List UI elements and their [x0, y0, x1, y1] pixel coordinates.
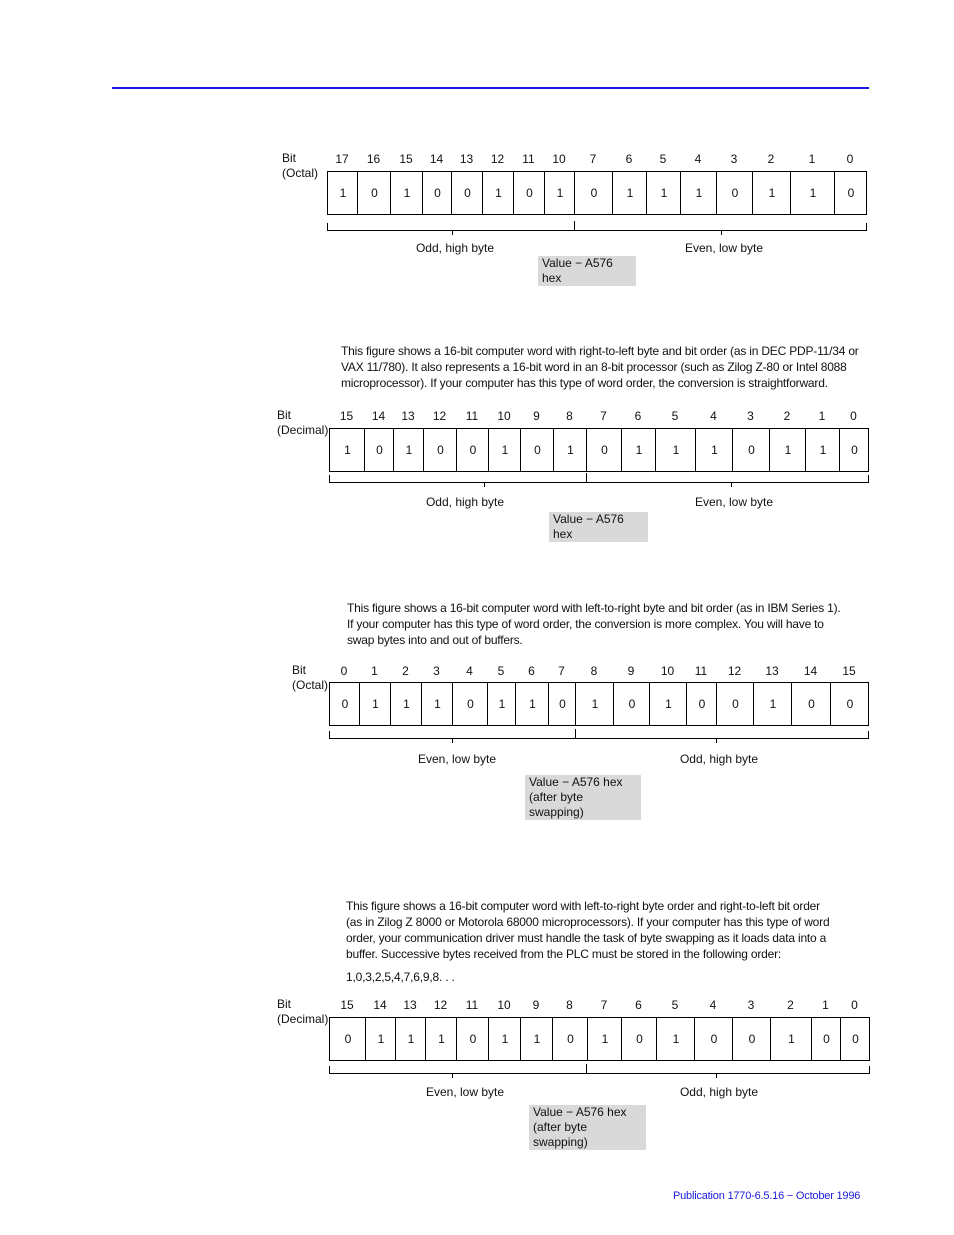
bit-number: 2 — [783, 409, 791, 423]
byte-label-right: Odd, high byte — [679, 1085, 759, 1099]
bit-cell: 1 — [575, 683, 614, 725]
bit-number: 10 — [497, 409, 511, 423]
bit-number: 3 — [747, 409, 754, 423]
bit-number: 1 — [822, 998, 829, 1012]
bit-cell: 0 — [791, 683, 831, 725]
bit-number: 10 — [497, 998, 511, 1012]
byte-bracket-tick — [452, 1073, 453, 1078]
bit-cell: 1 — [805, 429, 840, 471]
byte-bracket-divider — [586, 1064, 587, 1074]
bit-cell: 0 — [341, 697, 349, 711]
paragraph-ibm-series: This figure shows a 16-bit computer word with left-to-right byte and bit order (as in IBM Series 1). If your computer has this type of word order, the conversion is more complex. You will have to swap bytes into and out of buffers. — [347, 601, 841, 647]
bit-cell: 0 — [552, 1018, 588, 1060]
bit-cell: 0 — [830, 683, 869, 725]
bit-cell: 1 — [790, 172, 835, 214]
bit-number: 5 — [659, 152, 667, 166]
bit-number: 7 — [558, 664, 565, 678]
bit-cell: 1 — [695, 429, 733, 471]
bit-number: 0 — [846, 152, 854, 166]
bit-cell: 0 — [811, 1018, 841, 1060]
bit-cell: 1 — [553, 429, 587, 471]
bit-number: 1 — [371, 664, 378, 678]
byte-bracket — [327, 223, 867, 231]
bit-cell: 1 — [680, 172, 717, 214]
bit-number: 9 — [532, 998, 540, 1012]
bit-cell: 1 — [390, 683, 422, 725]
publication-footer: Publication 1770-6.5.16 − October 1996 — [673, 1190, 861, 1202]
bit-cell: 1 — [395, 1018, 426, 1060]
byte-label-right: Even, low byte — [684, 241, 764, 255]
byte-label-left: Even, low byte — [425, 1085, 505, 1099]
byte-bracket — [329, 475, 869, 483]
bit-number: 7 — [600, 998, 608, 1012]
bit-cell: 1 — [487, 683, 516, 725]
bit-cell: 0 — [716, 172, 753, 214]
bit-cell: 0 — [422, 172, 452, 214]
bit-cell: 0 — [548, 683, 576, 725]
bit-cell: 1 — [488, 1018, 521, 1060]
bit-cell: 1 — [656, 1018, 695, 1060]
bit-number: 10 — [552, 152, 566, 166]
byte-bracket-tick — [716, 738, 717, 743]
bit-number: 5 — [671, 409, 679, 423]
bit-cell: 1 — [344, 443, 351, 457]
bit-number: 14 — [373, 998, 387, 1012]
bit-number: 1 — [818, 409, 826, 423]
bit-number: 4 — [466, 664, 473, 678]
bit-axis-label: Bit (Octal) — [292, 663, 328, 692]
bit-number: 15 — [399, 152, 413, 166]
bit-cell: 1 — [520, 1018, 553, 1060]
bit-number: 8 — [566, 998, 573, 1012]
bit-number: 14 — [429, 152, 444, 166]
byte-bracket-tick — [731, 482, 732, 487]
bit-cell: 1 — [621, 429, 656, 471]
bit-number: 4 — [709, 998, 717, 1012]
bit-number: 11 — [465, 409, 479, 423]
bit-number: 0 — [340, 664, 348, 678]
byte-bracket — [329, 731, 869, 739]
bit-cell: 1 — [769, 429, 806, 471]
bit-number: 15 — [339, 409, 354, 423]
bit-cell: 0 — [613, 683, 650, 725]
bit-cell: 1 — [587, 1018, 622, 1060]
bit-number: 12 — [432, 409, 447, 423]
bit-number: 10 — [660, 664, 675, 678]
bit-cell: 1 — [421, 683, 453, 725]
value-box: Value − A576 hex (after byte swapping) — [529, 1105, 646, 1150]
bit-number: 2 — [787, 998, 794, 1012]
bit-number: 12 — [490, 152, 505, 166]
bit-number: 13 — [459, 152, 474, 166]
bit-number: 9 — [533, 409, 540, 423]
bit-number: 0 — [851, 998, 858, 1012]
bit-cell: 1 — [393, 429, 424, 471]
bit-cell: 1 — [515, 683, 549, 725]
value-box: Value − A576 hex (after byte swapping) — [525, 775, 641, 820]
bit-number: 9 — [627, 664, 635, 678]
paragraph-zilog-motorola: This figure shows a 16-bit computer word with left-to-right byte order and right-to-left bit order (as in Zilog Z 8000 or Motorola 68000 microprocessors). If your computer has this type of word order, your communication driver must handle the task of byte swapping as it loads data into a buffer. Successive bytes received from the PLC must be stored in the following order: 1,0,3,2,5,4,7,6,9,8. . . — [346, 899, 830, 984]
bit-cell: 0 — [344, 1032, 352, 1046]
bit-number: 3 — [730, 152, 738, 166]
bit-value-row — [329, 1017, 870, 1061]
bit-number: 7 — [589, 152, 597, 166]
bit-number: 11 — [694, 664, 708, 678]
bit-cell: 0 — [686, 683, 717, 725]
byte-bracket-tick — [484, 482, 485, 487]
bit-number: 11 — [465, 998, 479, 1012]
bit-number: 5 — [671, 998, 679, 1012]
bit-cell: 1 — [753, 683, 792, 725]
bit-number: 4 — [694, 152, 702, 166]
bit-cell: 1 — [770, 1018, 812, 1060]
bit-value-row — [329, 682, 869, 726]
bit-cell: 1 — [646, 172, 681, 214]
bit-number: 7 — [600, 409, 607, 423]
bit-number: 0 — [850, 409, 857, 423]
byte-bracket-divider — [586, 473, 587, 483]
bit-cell: 0 — [423, 429, 457, 471]
byte-bracket — [329, 1066, 870, 1074]
bit-number: 13 — [401, 409, 415, 423]
bit-cell: 0 — [834, 172, 867, 214]
bit-number: 12 — [433, 998, 448, 1012]
bit-cell: 0 — [574, 172, 613, 214]
bit-number: 8 — [566, 409, 573, 423]
bit-number: 3 — [433, 664, 440, 678]
bit-cell: 1 — [365, 1018, 396, 1060]
value-box: Value − A576 hex — [549, 512, 648, 542]
bit-cell: 0 — [520, 429, 554, 471]
bit-number: 6 — [635, 998, 642, 1012]
bit-number: 5 — [497, 664, 505, 678]
bit-number: 14 — [803, 664, 818, 678]
bit-cell: 0 — [452, 683, 488, 725]
bit-cell: 1 — [359, 683, 391, 725]
bit-number: 12 — [727, 664, 742, 678]
bit-number: 3 — [747, 998, 755, 1012]
bit-cell: 1 — [390, 172, 423, 214]
bit-cell: 0 — [586, 429, 622, 471]
bit-cell: 0 — [840, 1018, 870, 1060]
bit-number: 6 — [528, 664, 535, 678]
header-rule — [112, 87, 869, 89]
bit-cell: 1 — [649, 683, 687, 725]
bit-cell: 1 — [339, 186, 347, 200]
byte-bracket-tick — [452, 230, 453, 235]
byte-bracket-tick — [721, 230, 722, 235]
bit-cell: 1 — [612, 172, 647, 214]
value-box: Value − A576 hex — [538, 256, 636, 286]
bit-value-row — [327, 171, 867, 215]
bit-axis-label: Bit (Octal) — [282, 151, 318, 180]
byte-bracket-tick — [716, 1073, 717, 1078]
bit-cell: 0 — [732, 429, 770, 471]
byte-bracket-tick — [452, 738, 453, 743]
bit-cell: 0 — [732, 1018, 771, 1060]
byte-label-right: Odd, high byte — [679, 752, 759, 766]
bit-cell: 0 — [456, 1018, 489, 1060]
bit-cell: 0 — [716, 683, 754, 725]
bit-number: 13 — [765, 664, 779, 678]
bit-cell: 0 — [451, 172, 483, 214]
bit-number: 14 — [371, 409, 386, 423]
bit-cell: 0 — [364, 429, 394, 471]
bit-number: 15 — [340, 998, 354, 1012]
bit-cell: 1 — [425, 1018, 457, 1060]
paragraph-dec-pdp: This figure shows a 16-bit computer word with right-to-left byte and bit order (as in DEC PDP-11/34 or VAX 11/780). It also represents a 16-bit word in an 8-bit processor (such as Zilog Z-80 or Intel 8088 microprocessor). If your computer has this type of word order, the conversion is straightforward. — [341, 344, 859, 390]
bit-cell: 1 — [544, 172, 575, 214]
bit-number: 17 — [335, 152, 349, 166]
byte-bracket-divider — [575, 729, 576, 739]
bit-cell: 1 — [488, 429, 521, 471]
bit-value-row — [329, 428, 869, 472]
bit-number: 8 — [590, 664, 598, 678]
bit-number: 11 — [522, 152, 535, 166]
bit-axis-label: Bit (Decimal) — [277, 997, 329, 1026]
bit-cell: 1 — [655, 429, 696, 471]
bit-cell: 0 — [513, 172, 545, 214]
bit-cell: 0 — [357, 172, 391, 214]
bit-number: 1 — [808, 152, 816, 166]
bit-number: 6 — [625, 152, 633, 166]
bit-number: 2 — [402, 664, 409, 678]
bit-number: 6 — [634, 409, 642, 423]
bit-cell: 1 — [482, 172, 514, 214]
byte-label-left: Odd, high byte — [425, 495, 505, 509]
bit-number: 13 — [403, 998, 417, 1012]
bit-number: 15 — [842, 664, 856, 678]
byte-label-left: Odd, high byte — [415, 241, 495, 255]
byte-order-sequence: 1,0,3,2,5,4,7,6,9,8. . . — [346, 970, 455, 984]
bit-number: 4 — [710, 409, 717, 423]
byte-label-left: Even, low byte — [417, 752, 497, 766]
bit-number: 2 — [767, 152, 775, 166]
bit-number: 16 — [366, 152, 381, 166]
bit-cell: 0 — [694, 1018, 733, 1060]
bit-cell: 1 — [752, 172, 791, 214]
byte-label-right: Even, low byte — [694, 495, 774, 509]
bit-cell: 0 — [621, 1018, 657, 1060]
bit-cell: 0 — [839, 429, 869, 471]
byte-bracket-divider — [574, 221, 575, 231]
bit-axis-label: Bit (Decimal) — [277, 408, 329, 437]
bit-cell: 0 — [456, 429, 489, 471]
